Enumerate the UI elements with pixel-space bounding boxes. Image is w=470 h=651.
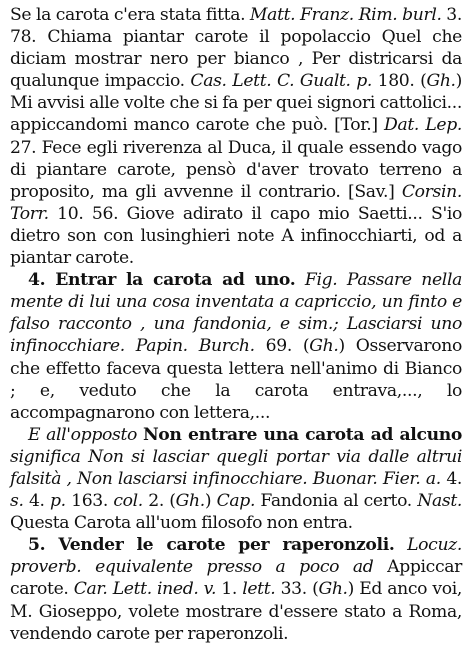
italic-text: Corsin. Torr. (10, 181, 462, 224)
italic-text: col. (113, 491, 143, 512)
italic-text: E all'opposto (28, 424, 138, 445)
body-text: 69. ( (254, 336, 310, 357)
italic-text: Cas. Lett. C. Gualt. p. (190, 71, 373, 92)
continuation-paragraph (10, 4, 462, 269)
body-text: 3. 78. Chiama piantar carote il popolaccio Quel che diciam mostrar nero per bianco , Per districarsi da qualunque impaccio. (10, 5, 462, 92)
body-text: 4. (23, 491, 50, 512)
body-text: Se la carota c'era stata fitta. (10, 5, 250, 25)
body-text: 4. (440, 468, 463, 489)
body-text: Appiccar carote. (10, 557, 462, 600)
italic-text: Gh. (426, 71, 456, 92)
italic-text: Nast. (417, 491, 462, 512)
body-text: 2. ( (142, 491, 176, 512)
body-text: ) Osservarono che effetto faceva questa lettera nell'animo di Bianco ; e, veduto che la carota entrava,..., lo accompagnarono con lettera,... (10, 336, 462, 423)
body-text: Fandonia al certo. (255, 491, 418, 512)
body-text: 10. 56. Giove adirato il capo mio Saetti... S'io dietro son con lusinghieri note A infinocchiarti, od a piantar carote. (10, 203, 462, 269)
entry-headword: Non entrare una carota ad alcuno (142, 424, 462, 445)
italic-text: Gh. (175, 491, 205, 512)
body-text: 27. Fece egli riverenza al Duca, il quale essendo vago di piantare carote, pensò d'aver trovato terreno a proposito, ma gli avvenne il contrario. [Sav.] (10, 137, 462, 202)
body-text: 1. (216, 579, 243, 600)
italic-text: p. (50, 491, 66, 512)
italic-text: Gh. (309, 336, 339, 357)
italic-text: Dat. Lep. (384, 115, 463, 136)
italic-text: significa Non si lasciar quegli portar via dalle altrui falsità , Non lasciarsi infinocchiare. Buonar. Fier. a. (10, 446, 462, 489)
body-text: ) Mi avvisi alle volte che si fa per quei signori cattolici... appiccandomi manco carote che può. [Tor.] (10, 71, 463, 136)
italic-text: Fig. Passare nella mente di lui una cosa inventata a capriccio, un finto e falso racconto , una fandonia, e sim.; Lasciarsi uno infinocchiare. Papin. Burch. (10, 270, 462, 357)
italic-text: Locuz. proverb. equivalente presso a poco ad (10, 535, 462, 578)
entry-5 (10, 534, 462, 644)
italic-text: Gh. (318, 579, 348, 600)
italic-text: s. (10, 491, 24, 512)
body-text: ) Ed anco voi, M. Gioseppo, volete mostrare d'essere stato a Roma, vendendo carote per raperonzoli. (10, 579, 462, 644)
body-text (295, 270, 305, 290)
entry-4-opposite (10, 424, 462, 534)
body-text: 163. (65, 491, 114, 512)
entry-headword: 5. Vender le carote per raperonzoli. (28, 535, 395, 556)
body-text: 33. ( (275, 579, 319, 600)
body-text: Questa Carota all'uom filosofo non entra. (10, 513, 353, 534)
body-text: ) (204, 491, 217, 512)
entry-headword: 4. Entrar la carota ad uno. (28, 270, 296, 291)
entry-4 (10, 269, 462, 424)
italic-text: Cap. (216, 491, 256, 512)
italic-text: Matt. Franz. Rim. burl. (249, 5, 442, 25)
body-text (395, 535, 408, 555)
italic-text: Car. Lett. ined. v. (73, 579, 217, 600)
italic-text: lett. (242, 579, 276, 600)
body-text: 180. ( (372, 71, 427, 92)
